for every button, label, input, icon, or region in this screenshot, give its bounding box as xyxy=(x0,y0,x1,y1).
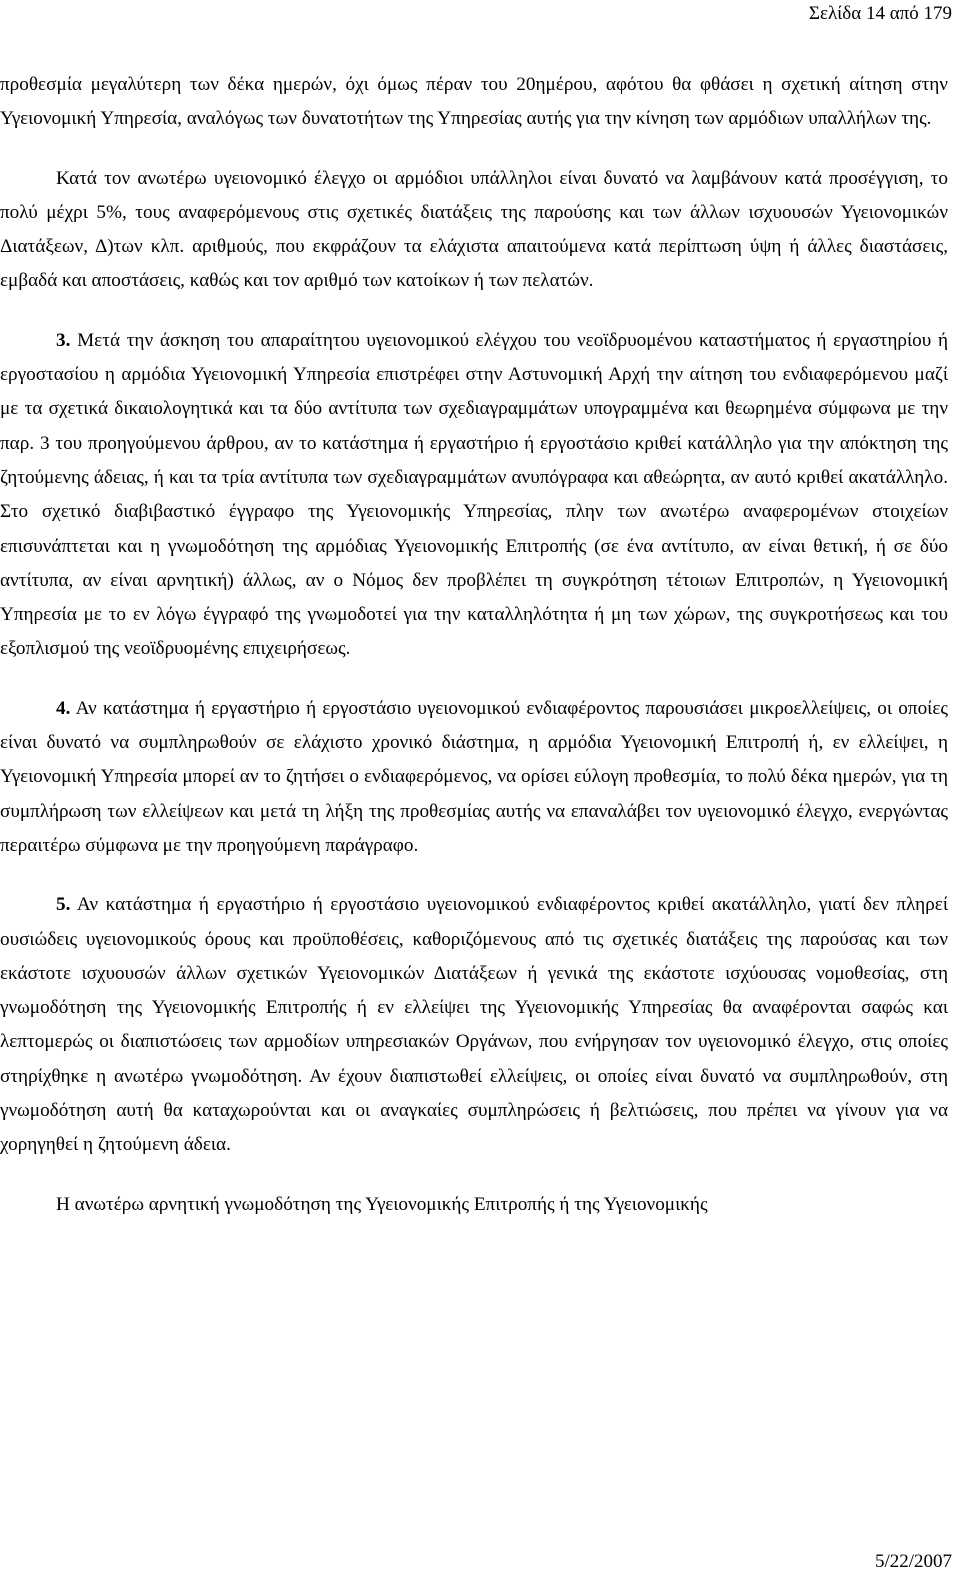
paragraph-text: Μετά την άσκηση του απαραίτητου υγειονομικού ελέγχου του νεοϊδρυομένου καταστήματος ή εργαστηρίου ή εργοστασίου η αρμόδια Υγειονομική Υπηρεσία επιστρέφει στην Αστυνομική Αρχή την αίτηση του ενδιαφερόμενου μαζί με τα σχετικά δικαιολογητικά και τα δύο αντίτυπα των σχεδιαγραμμάτων υπογραμμένα και θεωρημένα σύμφωνα με την παρ. 3 του προηγούμενου άρθρου, αν το κατάστημα ή εργαστήριο ή εργοστάσιο κριθεί κατάλληλο για την απόκτηση της ζητούμενης άδειας, ή και τα τρία αντίτυπα των σχεδιαγραμμάτων ανυπόγραφα και αθεώρητα, αν αυτό κριθεί ακατάλληλο. Στο σχετικό διαβιβαστικό έγγραφο της Υγειονομικής Υπηρεσίας, πλην των ανωτέρω αναφερομένων στοιχείων επισυνάπτεται και η γνωμοδότηση της αρμόδιας Υγειονομικής Επιτροπής (σε ένα αντίτυπο, αν είναι θετική, ή σε δύο αντίτυπα, αν είναι αρνητική) άλλως, αν ο Νόμος δεν προβλέπει τη συγκρότηση τέτοιων Επιτροπών, η Υγειονομική Υπηρεσία με το εν λόγω έγγραφό της γνωμοδοτεί για την καταλληλότητα ή μη των χώρων, της συγκροτήσεως και του εξοπλισμού της νεοϊδρυομένης επιχειρήσεως. xyxy=(0,329,948,660)
paragraph-number: 4. xyxy=(56,697,71,719)
paragraph-negative-opinion: Η ανωτέρω αρνητική γνωμοδότηση της Υγειονομικής Επιτροπής ή της Υγειονομικής xyxy=(56,1193,708,1215)
paragraph-measurement-tolerance: Κατά τον ανωτέρω υγειονομικό έλεγχο οι αρμόδιοι υπάλληλοι είναι δυνατό να λαμβάνουν κατά προσέγγιση, το πολύ μέχρι 5%, τους αναφερόμενους στις σχετικές διατάξεις της παρούσης και των άλλων ισχυουσών Υγειονομικών Διατάξεων, Δ)των κλπ. αριθμούς, που εκφράζουν τα ελάχιστα απαιτούμενα κατά περίπτωση ύψη ή άλλες διαστάσεις, εμβαδά και αποστάσεις, καθώς και τον αριθμό των κατοίκων ή των πελατών. xyxy=(0,167,948,292)
paragraph-number: 3. xyxy=(56,329,71,351)
paragraph-continuation: προθεσμία μεγαλύτερη των δέκα ημερών, όχι όμως πέραν του 20ημέρου, αφότου θα φθάσει η σχετική αίτηση στην Υγειονομική Υπηρεσία, αναλόγως των δυνατοτήτων της Υπηρεσίας αυτής για την κίνηση των αρμόδιων υπαλλήλων της. xyxy=(0,74,948,130)
footer-date: 5/22/2007 xyxy=(874,1551,952,1572)
paragraph-text: Αν κατάστημα ή εργαστήριο ή εργοστάσιο υγειονομικού ενδιαφέροντος κριθεί ακατάλληλο, γιατί δεν πληρεί ουσιώδεις υγειονομικούς όρους και προϋποθέσεις, καθοριζόμενους από τις σχετικές διατάξεις της παρούσας και των εκάστοτε ισχυουσών άλλων σχετικών Υγειονομικών Διατάξεων ή γενικά της εκάστοτε ισχύουσας νομοθεσίας, στη γνωμοδότηση της Υγειονομικής Επιτροπής ή εν ελλείψει της Υγειονομικής Υπηρεσίας θα αναφέρονται σαφώς και λεπτομερώς οι διαπιστώσεις των αρμοδίων υπηρεσιακών Οργάνων, που ενήργησαν τον υγειονομικό έλεγχο, στις οποίες στηρίχθηκε η ανωτέρω γνωμοδότηση. Αν έχουν διαπιστωθεί ελλείψεις, οι οποίες είναι δυνατό να συμπληρωθούν, στη γνωμοδότηση αυτή θα καταχωρούνται και οι αναγκαίες συμπληρώσεις ή βελτιώσεις, που πρέπει να γίνουν για να χορηγηθεί η ζητούμενη άδεια. xyxy=(0,894,948,1156)
document-body xyxy=(0,68,948,1222)
page-number: Σελίδα 14 από 179 xyxy=(808,3,952,24)
paragraph-number: 5. xyxy=(56,894,71,916)
paragraph-5 xyxy=(0,888,948,1162)
paragraph-3 xyxy=(0,324,948,667)
paragraph-4 xyxy=(0,692,948,863)
paragraph-text: Αν κατάστημα ή εργαστήριο ή εργοστάσιο υγειονομικού ενδιαφέροντος παρουσιάσει μικροελλείψεις, οι οποίες είναι δυνατό να συμπληρωθούν σε ελάχιστο χρονικό διάστημα, η αρμόδια Υγειονομική Επιτροπή ή, εν ελλείψει, η Υγειονομική Υπηρεσία μπορεί αν το ζητήσει ο ενδιαφερόμενος, να ορίσει εύλογη προθεσμία, το πολύ δέκα ημερών, για τη συμπλήρωση των ελλείψεων και μετά τη λήξη της προθεσμίας αυτής να επαναλάβει τον υγειονομικό έλεγχο, ενεργώντας περαιτέρω σύμφωνα με την προηγούμενη παράγραφο. xyxy=(0,697,948,856)
